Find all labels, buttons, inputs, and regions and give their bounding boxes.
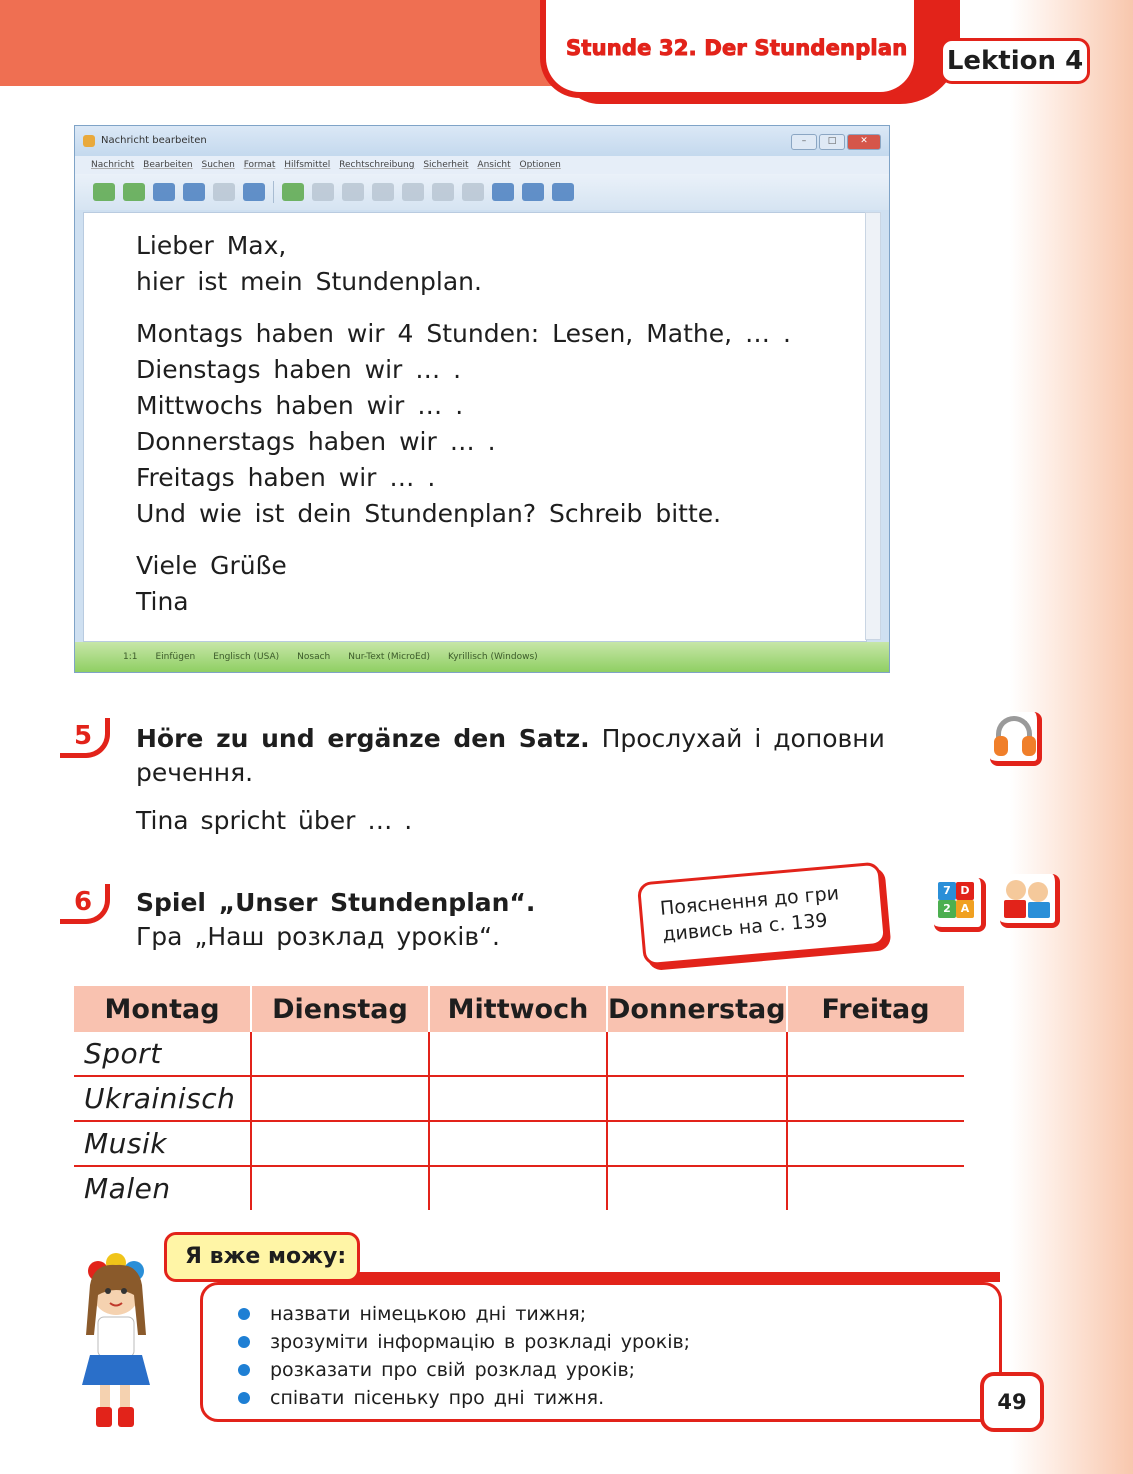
- menu-item[interactable]: Suchen: [201, 160, 235, 170]
- print-icon[interactable]: [213, 183, 235, 201]
- table-cell[interactable]: [429, 1076, 607, 1121]
- redo-icon[interactable]: [312, 183, 334, 201]
- table-row: [74, 1121, 964, 1166]
- undo-icon[interactable]: [282, 183, 304, 201]
- page-number: 49: [980, 1372, 1044, 1432]
- table-cell[interactable]: [429, 1032, 607, 1076]
- menu-item[interactable]: Bearbeiten: [143, 160, 193, 170]
- scrollbar[interactable]: [865, 212, 881, 640]
- column-header: Freitag: [787, 986, 964, 1032]
- column-header: Dienstag: [251, 986, 429, 1032]
- list-item: зрозуміти інформацію в розкладі уроків;: [238, 1328, 690, 1356]
- letter-line: Mittwochs haben wir … .: [136, 391, 464, 420]
- game-note: [637, 862, 887, 967]
- options-icon[interactable]: [552, 183, 574, 201]
- letter-signature: Tina: [136, 587, 189, 616]
- table-cell[interactable]: [787, 1032, 964, 1076]
- menu-bar: [75, 156, 889, 174]
- toolbar-separator: [273, 181, 274, 203]
- table-cell[interactable]: Sport: [74, 1032, 251, 1076]
- summary-frame-accent: [340, 1272, 1000, 1282]
- table-cell[interactable]: [429, 1166, 607, 1210]
- table-cell[interactable]: [607, 1076, 787, 1121]
- attach-icon[interactable]: [183, 183, 205, 201]
- header-band: [0, 0, 560, 86]
- table-cell[interactable]: [607, 1121, 787, 1166]
- status-item: Nur-Text (MicroEd): [348, 652, 430, 662]
- exercise6-instruction: [136, 886, 535, 954]
- list-item: розказати про свій розклад уроків;: [238, 1356, 690, 1384]
- table-cell[interactable]: [607, 1166, 787, 1210]
- table-cell[interactable]: [429, 1121, 607, 1166]
- status-item: Kyrillisch (Windows): [447, 652, 538, 662]
- menu-item[interactable]: Ansicht: [477, 160, 511, 170]
- table-cell[interactable]: [787, 1166, 964, 1210]
- menu-item[interactable]: Hilfsmittel: [284, 160, 331, 170]
- list-item: назвати німецькою дні тижня;: [238, 1300, 690, 1328]
- menu-item[interactable]: Rechtschreibung: [339, 160, 415, 170]
- girl-illustration: [54, 1245, 176, 1433]
- window-controls: [791, 134, 881, 150]
- cut-icon[interactable]: [243, 183, 265, 201]
- letter-intro: hier ist mein Stundenplan.: [136, 267, 482, 296]
- window-titlebar: [75, 126, 889, 156]
- letter-greeting: Lieber Max,: [136, 231, 287, 260]
- status-item: Nosach: [297, 652, 331, 662]
- instruction-uk: Прослухай і доповни речення.: [136, 724, 885, 787]
- timetable: [74, 986, 964, 1210]
- letter-text: [136, 228, 791, 620]
- table-cell[interactable]: [787, 1076, 964, 1121]
- send-icon[interactable]: [93, 183, 115, 201]
- summary-list: [238, 1300, 690, 1412]
- table-cell[interactable]: [251, 1032, 429, 1076]
- table-row: [74, 1166, 964, 1210]
- letter-line: Dienstags haben wir … .: [136, 355, 462, 384]
- table-cell[interactable]: [251, 1166, 429, 1210]
- address-icon[interactable]: [492, 183, 514, 201]
- spellcheck-icon[interactable]: [432, 183, 454, 201]
- menu-item[interactable]: Optionen: [519, 160, 561, 170]
- save-icon[interactable]: [153, 183, 175, 201]
- game-note-text: Пояснення до гри дивись на с. 139: [659, 882, 840, 946]
- table-row: [74, 1076, 964, 1121]
- letter-line: Und wie ist dein Stundenplan? Schreib bitte.: [136, 499, 722, 528]
- column-header: Montag: [74, 986, 251, 1032]
- column-header: Donnerstag: [607, 986, 787, 1032]
- lesson-title: Stunde 32. Der Stundenplan: [566, 36, 908, 60]
- letter-line: Freitags haben wir … .: [136, 463, 436, 492]
- menu-item[interactable]: Nachricht: [91, 160, 135, 170]
- instruction-de: Spiel „Unser Stundenplan“.: [136, 888, 536, 917]
- app-icon: [83, 135, 95, 147]
- instruction-de: Höre zu und ergänze den Satz.: [136, 724, 590, 753]
- table-cell[interactable]: [607, 1032, 787, 1076]
- table-cell[interactable]: Ukrainisch: [74, 1076, 251, 1121]
- lektion-badge: Lektion 4: [940, 38, 1090, 84]
- format-icon[interactable]: [462, 183, 484, 201]
- exercise-number: 5: [56, 716, 110, 760]
- status-bar: [75, 642, 889, 672]
- table-cell[interactable]: [251, 1076, 429, 1121]
- minimize-button[interactable]: –: [791, 134, 817, 150]
- window-title: Nachricht bearbeiten: [101, 135, 207, 146]
- status-item: Englisch (USA): [213, 652, 280, 662]
- close-button[interactable]: ✕: [847, 134, 881, 150]
- exercise5-sentence: Tina spricht über … .: [136, 806, 413, 835]
- menu-item[interactable]: Sicherheit: [423, 160, 469, 170]
- toolbar: [75, 174, 889, 210]
- headphones-icon[interactable]: [990, 712, 1042, 766]
- letter-line: Donnerstags haben wir … .: [136, 427, 496, 456]
- menu-item[interactable]: Format: [243, 160, 276, 170]
- priority-icon[interactable]: [522, 183, 544, 201]
- kids-icon[interactable]: [1000, 874, 1060, 928]
- exercise5-instruction: [136, 722, 892, 790]
- table-cell[interactable]: Musik: [74, 1121, 251, 1166]
- summary-title: Я вже можу:: [164, 1232, 360, 1282]
- send-later-icon[interactable]: [123, 183, 145, 201]
- exercise-number: 6: [56, 882, 110, 926]
- table-cell[interactable]: Malen: [84, 1172, 171, 1205]
- status-item: Einfügen: [155, 652, 196, 662]
- column-header: Mittwoch: [429, 986, 607, 1032]
- find-icon[interactable]: [402, 183, 424, 201]
- blocks-icon[interactable]: 7 D 2 A: [934, 878, 986, 932]
- table-cell[interactable]: [787, 1121, 964, 1166]
- table-row: [74, 1032, 964, 1076]
- letter-line: Montags haben wir 4 Stunden: Lesen, Mathe, … .: [136, 319, 791, 348]
- instruction-uk: Гра „Наш розклад уроків“.: [136, 922, 501, 951]
- paste-icon[interactable]: [372, 183, 394, 201]
- timetable-header-row: [74, 986, 964, 1032]
- list-item: співати пісеньку про дні тижня.: [238, 1384, 690, 1412]
- status-item: 1:1: [123, 652, 138, 662]
- letter-closing: Viele Grüße: [136, 551, 287, 580]
- table-cell[interactable]: [251, 1121, 429, 1166]
- maximize-button[interactable]: □: [819, 134, 845, 150]
- copy-icon[interactable]: [342, 183, 364, 201]
